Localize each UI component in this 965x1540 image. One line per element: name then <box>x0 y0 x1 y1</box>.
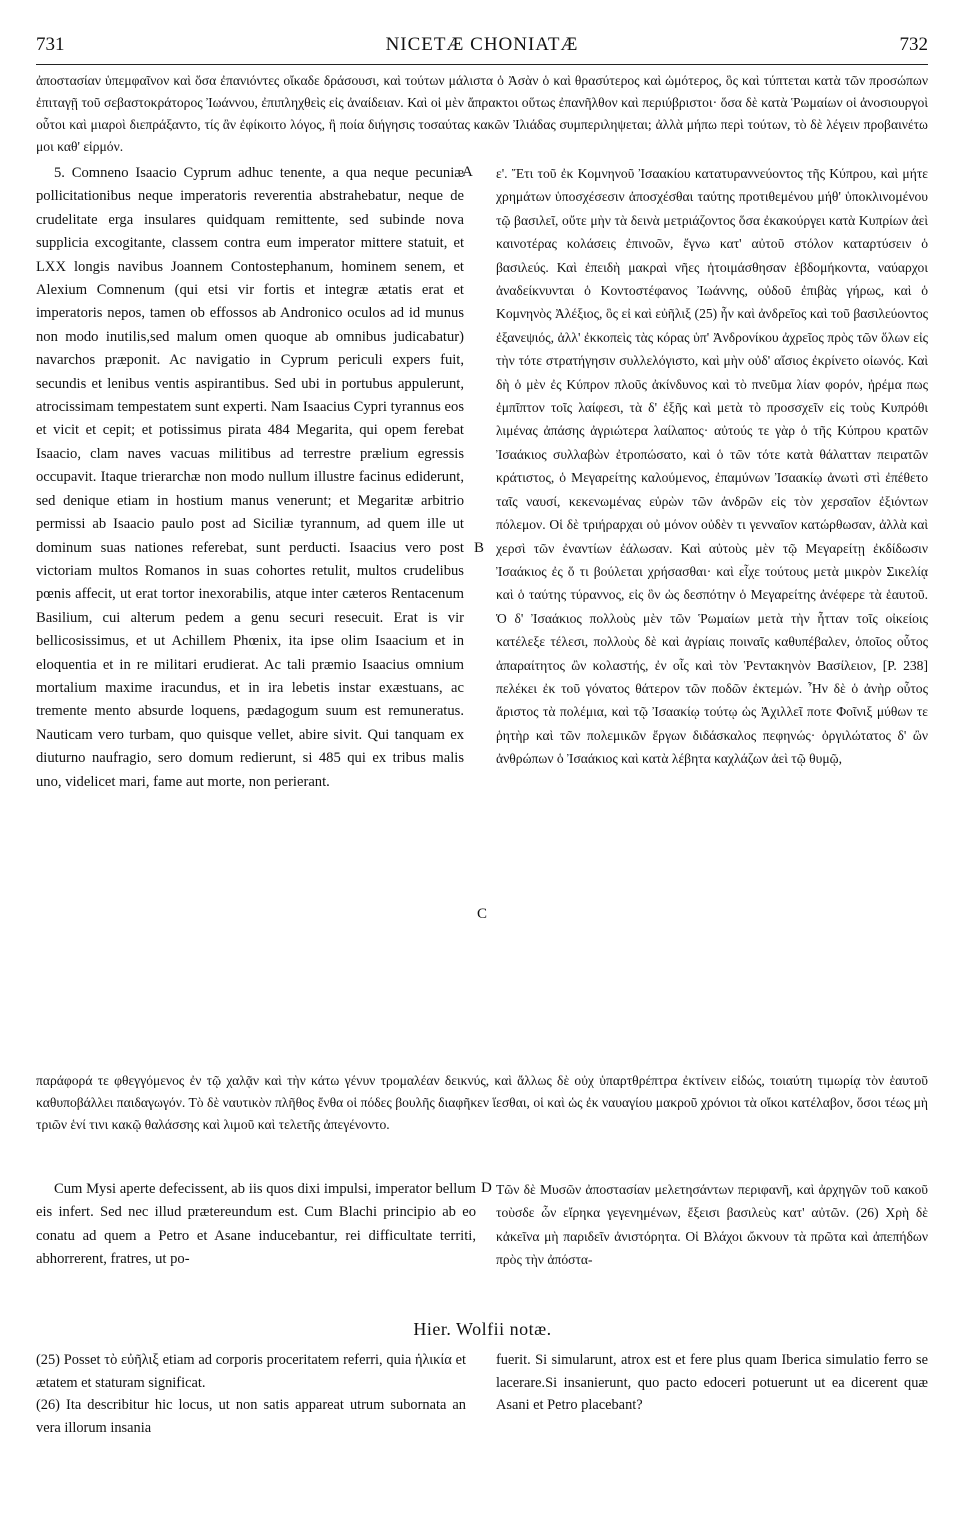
top-greek-paragraph: ἀποστασίαν ὑπεμφαῖνον καὶ ὅσα ἐπανιόντες οἴκαδε δράσουσι, καὶ τούτων μάλιστα ὁ Ἀσὰν ὁ καὶ θρασύτερος καὶ ὠμότερος, ὃς καὶ τύπτεται κατὰ τῶν προσώπων ἐπιταγῇ τοῦ σεβαστοκράτορος Ἰωάννου, ἐπιπληχθεὶς εἰς ἀναίδειαν. Καὶ οἱ μὲν ἄπρακτοι οὕτως ἐπανῆλθον καὶ περιύβριστοι· ὅσα δὲ κατὰ Ῥωμαίων οἱ ἀνοσιουργοὶ οὗτοι καὶ μιαροὶ διεπράξαντο, τίς ἂν ἐφίκοιτο λόγος, ἢ ποία διήγησις τοσαύτας κακῶν Ἰλιάδας συμπεριληψεται; ἀλλὰ μήπω περὶ τούτων, τὸ δὲ λέγειν προβαινέτω μοι καθ' εἱρμόν. <box>36 73 928 154</box>
marker-a: A <box>462 164 473 180</box>
page-number-left: 731 <box>36 34 65 55</box>
running-header <box>36 34 928 60</box>
note-25: (25) Posset τὸ εὐῆλιξ etiam ad corporis proceritatem referri, quia ἡλικία et ætatem et staturam significat. <box>36 1352 466 1391</box>
mid-greek-paragraph: παράφορά τε φθεγγόμενος ἐν τῷ χαλᾷν καὶ τὴν κάτω γένυν τρομαλέαν δεικνύς, καὶ ἄλλως δὲ οὐχ ὑπαρτθρέπτρα ἐκτίνειν εἰδώς, τοιαύτη τιμωρίᾳ τὸν ἑαυτοῦ καθυποβάλλει παιδαγωγόν. Τὸ δὲ ναυτικὸν πλῆθος ἔνθα οἱ πόδες βουλῆς διαφῆκεν ἵεσθαι, οἱ καὶ ὡς ἐκ ναυαγίου μακροῦ χρόνιοι τὰ οἴκοι κατέλαβον, ὅσοι τέως μὴ τριῶν ἑνί τινι κακῷ θαλάσσης καὶ λιμοῦ καὶ τελετῆς ἀπεγένοντο. <box>36 1073 928 1132</box>
latin-paragraph-d: Cum Mysi aperte defecissent, ab iis quos dixi impulsi, imperator bellum eis infert. Sed nec illud prætereundum est. Cum Blachi principio ab eo conatu ad quem a Petro et Asane inducebantur, rei difficultate territi, abhorrerent, fratres, ut po- <box>36 1181 476 1268</box>
notes-left-column <box>36 1349 466 1439</box>
notes-heading: Hier. Wolfii notæ. <box>413 1319 552 1339</box>
page-number-right: 732 <box>899 34 928 55</box>
header-rule <box>36 64 928 65</box>
latin-section-5: 5. Comneno Isaacio Cyprum adhuc tenente, a qua neque pecuniæ pollicitationibus neque imperatoris reverentia abstrahebatur, neque de crudelitate erga insulares quidquam remittente, sed subinde nova supplicia excogitante, classem contra eum imperator mittere statuit, et LXX longis navibus Joannem Contostephanum, hominem senem, et Alexium Comnenum (qui etsi vir fortis et integræ ætatis erat et imperatoris nepos, tamen ob effossos ab Andronico oculos ad id munus non modo inutilis,sed malum omen quoque ab omnibus judicabatur) navarchos præponit. Ac navigatio in Cyprum periculi expers fuit, secundis et lenibus ventis aspirantibus. Sed ubi in portubus appulerunt, atrocissimam tempestatem sunt experti. Nam Isaacius Cypri tyrannus eos et vicit et cepit; et potissimus pirata 484 Megarita, qui opem ferebat Isaacio, clam naves vacuas militibus ad terrestre prælium egressis occupavit. Itaque trierarchæ non modo nullum illustre facinus ediderunt, sed denique etiam in hostium manus venerunt; et Megaritæ arbitrio permissi ab Isaacio paulo post ad Siciliæ tyrannum, ad quem ille ut dominum suas nationes referebat, sunt perducti. Isaacius vero post victoriam multos Romanos in suas cohortes retulit, multos crudelibus pœnis affecit, ut erat tortor inexorabilis, atque inter cæteros Rentacenum Basilium, cui alterum pedem a genu securi resecuit. Erat is vir bellicosissimus, et ut Achillem Phœnix, ita ipse olim Isaacium et in eloquentia et in re militari erudierat. Ac tali præmio Isaacius omnium mortalium maxime iracundus, et in ira lebetis instar exæstuans, ac tremente mento absurde loquens, pædagogum suum est remuneratus. Nauticam vero turbam, quo quisque vellet, abire sivit. Qui tanquam ex diuturno naufragio, sero domum redierunt, si 485 qui ex tribus malis uno, videlicet mari, fame aut morte, non perierant. <box>36 165 464 790</box>
note-26: (26) Ita describitur hic locus, ut non satis appareat utrum subornata an vera illorum insania <box>36 1397 466 1436</box>
marker-b: B <box>474 540 485 556</box>
marker-c: C <box>477 906 488 922</box>
marker-d: D <box>481 1180 492 1196</box>
greek-section-5: ε'. Ἔτι τοῦ ἐκ Κομνηνοῦ Ἰσαακίου κατατυραννεύοντος τῆς Κύπρου, καὶ μήτε χρημάτων ὑποσχέσεσιν ἀποσχέσθαι ταύτης προτιθεμένου μήθ' ὑποκλινομένου τῷ βασιλεῖ, οὔτε μὴν τὰ δεινὰ μετριάζοντος ὅσα ἐκακούργει κατὰ Κυπρίων ἀεὶ καινοτέρας κολάσεις ἐπινοῶν, ἔγνω κατ' αὐτοῦ στόλον καταρτύσειν ὁ βασιλεύς. Καὶ ἐπειδὴ μακραὶ νῆες ἡτοιμάσθησαν ἑβδομήκοντα, ναύαρχοι ἀναδείκνυνται ὁ Κοντοστέφανος Ἰωάννης, οὐδοῦ ἐπιβὰς γήρως, καὶ ὁ Κομνηνὸς Ἀλέξιος, ὃς εἰ καὶ εὐῆλιξ (25) ἦν καὶ ἀνδρεῖος καὶ τοῦ βασιλεύοντος ἐξανεψιός, ἀλλ' ἐκκοπεὶς τὰς κόρας ὑπ' Ἀνδρονίκου ἀχρεῖος πρὸς τῶν ὅλων εἰς τὴν τότε στρατήγησιν συλλελόγιστο, καὶ μὴν οὐδ' αἴσιος ἐκρίνετο οἰωνός. Καὶ δὴ ὁ μὲν ἐς Κύπρον πλοῦς ἀκίνδυνος καὶ τὸ πνεῦμα λίαν φορόν, ἠρέμα πως ἐμπῖπτον τοῖς λαίφεσι, τὰ δ' ἐξῆς καὶ μετὰ τὸ προσσχεῖν εἰς τοὺς Κυπρόθι λιμένας ἀπάσης ἀγριώτερα λαίλαπος· αὐτούς τε γὰρ ὁ τῆς Κύπρου κρατῶν Ἰσαάκιος συλλαβὼν ἐτροπώσατο, καὶ ὁ τῶν τότε κατὰ θάλατταν πειρατῶν κράτιστος, ὁ Μεγαρείτης καλούμενος, ἐπαμύνων Ἰσαακίῳ ἀνωτὶ στὶ ἐπέθετο ταῖς ναυσί, κεκενωμένας εὑρὼν τῶν ἀνδρῶν εἰς τὸν χερσαῖον ἐξιόντων πόλεμον. Οἱ δὲ τριήραρχαι οὐ μόνον οὐδὲν τι γενναῖον κατώρθωσαν, ἀλλὰ καὶ χερσὶ τῶν ἐναντίων ἐάλωσαν. Καὶ αὐτοὺς μὲν τῷ Μεγαρείτῃ ἐκδίδωσιν Ἰσαάκιος ἐς ὅ τι βούλεται χρήσασθαι· καὶ εἶχε τούτους μετὰ μικρὸν Σικελίᾳ καὶ ὁ ταύτης τύραννος, εἰς ὃν ὡς δεσπότην ὁ Μεγαρείτης ἀνέφερε τὰ ἑαυτοῦ. Ὁ δ' Ἰσαάκιος πολλοὺς μὲν τῶν Ῥωμαίων μετὰ τὴν ἧτταν τοῖς οἰκείοις κατέλεξε τέλεσι, πολλοὺς δὲ καὶ ἀγρίαις ποιναῖς καθυπέβαλεν, ὁποῖος οὗτος ἀπαραίτητος ὢν κολαστής, ἐν οἷς καὶ τὸν Ῥεντακηνὸν Βασίλειον, [P. 238] πελέκει ἐκ τοῦ γόνατος θάτερον τῶν ποδῶν ἐκτεμών. Ἦν δὲ ὁ ἀνὴρ οὗτος ἄριστος τὰ πολέμια, καὶ τῷ Ἰσαακίῳ τούτῳ ὡς Ἀχιλλεῖ ποτε Φοῖνιξ μύθων τε ῥητὴρ καὶ τῶν πολεμικῶν ἔργων διδάσκαλος πεφηνώς· ὀργιλώτατος δ' ὢν ἀνθρώπων ὁ Ἰσαάκιος καὶ κατὰ λέβητα καχλάζων ἀεὶ τῷ θυμῷ, <box>496 166 928 767</box>
greek-paragraph-d: Τῶν δὲ Μυσῶν ἀποστασίαν μελετησάντων περιφανῆ, καὶ ἀρχηγῶν τοῦ κακοῦ τοὺσδε ὧν εἴρηκα γεγενημένων, ἔξεισι βασιλεὺς κατ' αὐτῶν. (26) Χρὴ δὲ κἀκεῖνα μὴ παριδεῖν ἀνιστόρητα. Οἱ Βλάχοι ὤκνουν τὰ πρῶτα καὶ ἀπεπήδων πρὸς τὴν ἀπόστα- <box>496 1182 928 1268</box>
note-26-continued: fuerit. Si simularunt, atrox est et fere plus quam Iberica simulatio ferro se lacerare.Si insanierunt, quo pacto edoceri potuerunt ut ea dicerent quæ Asani et Petro placebant? <box>496 1352 928 1414</box>
notes-right-column <box>496 1349 928 1417</box>
running-title: NICETÆ CHONIATÆ <box>385 34 579 55</box>
